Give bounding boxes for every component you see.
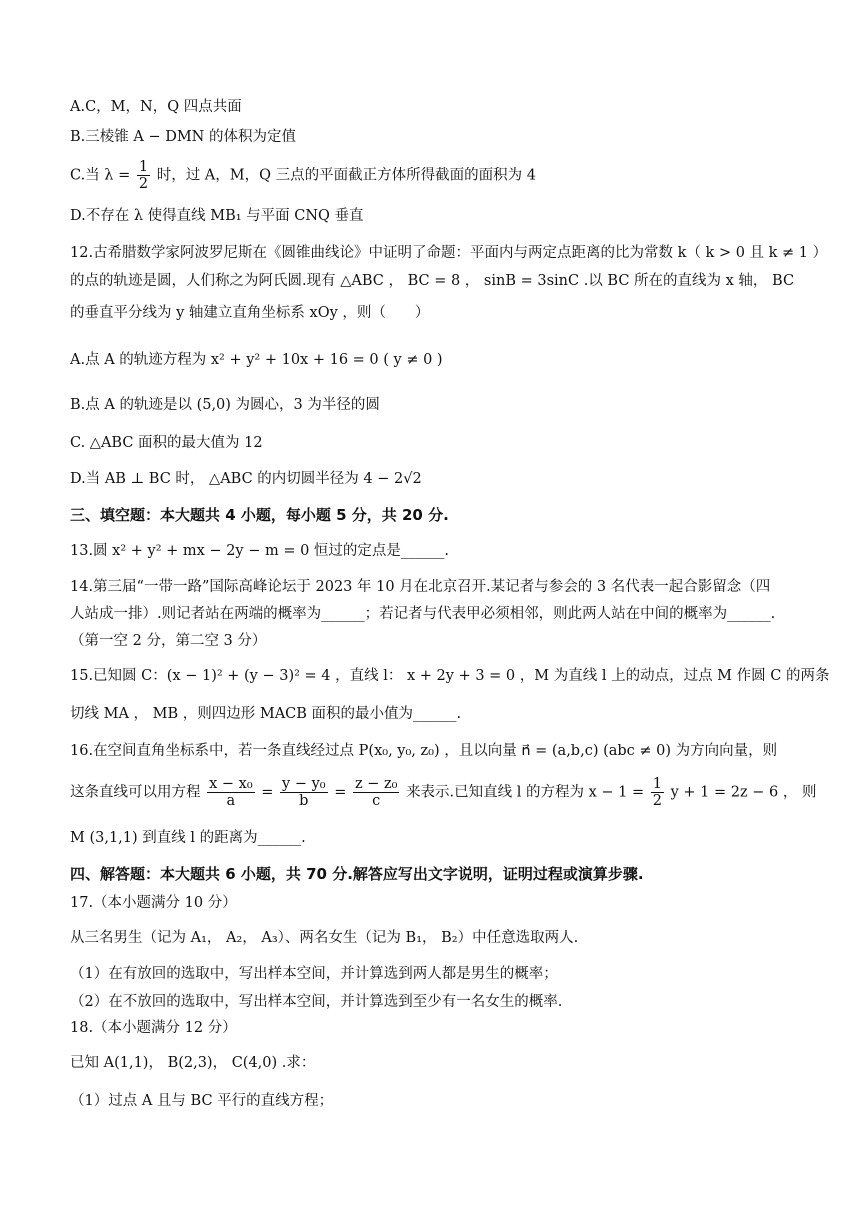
q14-line2: 人站成一排）.则记者站在两端的概率为______；若记者与代表甲必须相邻，则此两人站在中间的概率为______.: [70, 606, 776, 622]
q13: 13.圆 x² + y² + mx − 2y − m = 0 恒过的定点是______.: [70, 543, 450, 559]
q14-line1: 14.第三届“一带一路”国际高峰论坛于 2023 年 10 月在北京召开.某记者与参会的 3 名代表一起合影留念（四: [70, 579, 771, 595]
q11-option-c-post: 时，过 A，M，Q 三点的平面截正方体所得截面的面积为 4: [156, 167, 536, 184]
fraction-numerator: z − z₀: [354, 776, 398, 792]
q11-option-d: D.不存在 λ 使得直线 MB₁ 与平面 CNQ 垂直: [70, 208, 364, 224]
q18-heading: 18.（本小题满分 12 分）: [70, 1020, 237, 1036]
q18-body: 已知 A(1,1)， B(2,3)， C(4,0) .求：: [70, 1055, 316, 1071]
q16-fraction-x: [207, 776, 255, 809]
q15-line1: 15.已知圆 C：(x − 1)² + (y − 3)² = 4 ，直线 l： x + 2y + 3 = 0 ，M 为直线 l 上的动点，过点 M 作圆 C 的两条: [70, 668, 830, 684]
q12-option-a: A.点 A 的轨迹方程为 x² + y² + 10x + 16 = 0 ( y ≠ 0 ): [70, 352, 443, 368]
q17-part1: （1）在有放回的选取中，写出样本空间，并计算选到两人都是男生的概率；: [70, 966, 558, 982]
q12-option-b: B.点 A 的轨迹是以 (5,0) 为圆心，3 为半径的圆: [70, 397, 380, 413]
section-3-heading: 三、填空题：本大题共 4 小题，每小题 5 分，共 20 分.: [70, 506, 449, 524]
fraction-denominator: b: [299, 793, 309, 809]
q16-fraction-z: [353, 776, 399, 809]
q12-option-d: D.当 AB ⊥ BC 时， △ABC 的内切圆半径为 4 − 2√2: [70, 471, 422, 487]
fraction-numerator: 1: [652, 776, 663, 792]
q16-line2: [70, 776, 816, 809]
fraction-denominator: 2: [138, 176, 149, 192]
q11-fraction: [137, 159, 150, 192]
fraction-numerator: y − y₀: [282, 776, 326, 792]
q16-line1: 16.在空间直角坐标系中，若一条直线经过点 P(x₀, y₀, z₀) ，且以向量 n⃗ = (a,b,c) (abc ≠ 0) 为方向向量，则: [70, 743, 778, 759]
q12-stem-line2: 的点的轨迹是圆，人们称之为阿氏圆.现有 △ABC ， BC = 8 ， sinB = 3sinC .以 BC 所在的直线为 x 轴， BC: [70, 273, 795, 289]
q16-line3: M (3,1,1) 到直线 l 的距离为______.: [70, 830, 306, 846]
q11-option-c: [70, 159, 536, 192]
section-4-heading: 四、解答题：本大题共 6 小题，共 70 分.解答应写出文字说明，证明过程或演算步骤.: [70, 865, 644, 883]
q17-body: 从三名男生（记为 A₁， A₂， A₃）、两名女生（记为 B₁， B₂）中任意选取两人.: [70, 930, 579, 946]
q15-line2: 切线 MA ， MB ，则四边形 MACB 面积的最小值为______.: [70, 706, 462, 722]
equals-sign: =: [334, 784, 347, 801]
fraction-denominator: a: [226, 793, 236, 809]
q16-line2-pre: 这条直线可以用方程: [70, 784, 201, 801]
q17-part2: （2）在不放回的选取中，写出样本空间，并计算选到至少有一名女生的概率.: [70, 994, 563, 1010]
q17-heading: 17.（本小题满分 10 分）: [70, 895, 237, 911]
q12-stem-line1: 12.古希腊数学家阿波罗尼斯在《圆锥曲线论》中证明了命题：平面内与两定点距离的比为常数 k（ k > 0 且 k ≠ 1 ）: [70, 245, 828, 261]
q16-line2-post: y + 1 = 2z − 6 ， 则: [670, 784, 817, 801]
q14-line3: （第一空 2 分，第二空 3 分）: [70, 633, 267, 649]
q11-option-a: A.C，M，N，Q 四点共面: [70, 99, 242, 115]
q11-option-b: B.三棱锥 A − DMN 的体积为定值: [70, 129, 296, 145]
q11-option-c-pre: C.当 λ =: [70, 167, 131, 184]
fraction-numerator: x − x₀: [209, 776, 253, 792]
q16-fraction-half: [651, 776, 664, 809]
q12-stem-line3: 的垂直平分线为 y 轴建立直角坐标系 xOy ，则（ ）: [70, 305, 430, 321]
q18-part1: （1）过点 A 且与 BC 平行的直线方程；: [70, 1093, 334, 1109]
q16-line2-mid: 来表示.已知直线 l 的方程为 x − 1 =: [406, 784, 645, 801]
fraction-denominator: 2: [652, 793, 663, 809]
q12-option-c: C. △ABC 面积的最大值为 12: [70, 435, 263, 451]
fraction-numerator: 1: [138, 159, 149, 175]
fraction-denominator: c: [372, 793, 381, 809]
q16-fraction-y: [280, 776, 328, 809]
equals-sign: =: [261, 784, 274, 801]
